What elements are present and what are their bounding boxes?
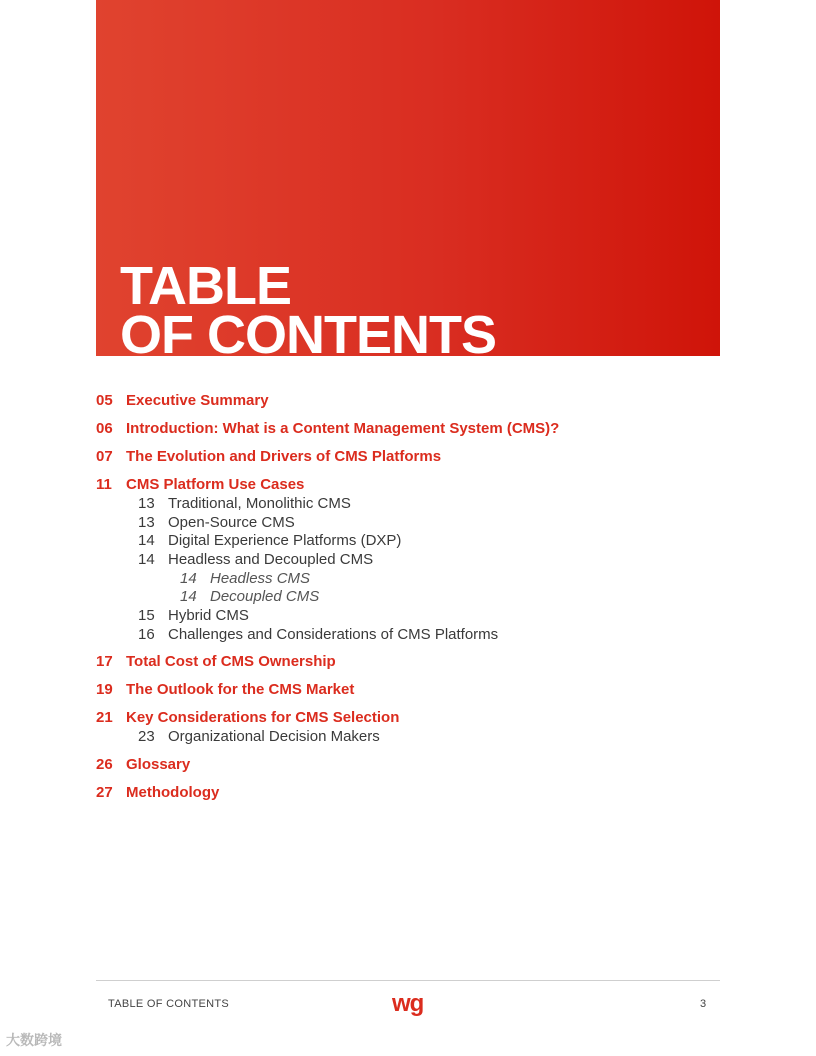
toc-subentry-title: Traditional, Monolithic CMS [168, 494, 351, 512]
toc-entry-title: Introduction: What is a Content Management System (CMS)? [126, 419, 560, 437]
toc-page-number: 11 [96, 475, 112, 493]
toc-entry-evolution[interactable] [96, 446, 720, 466]
toc-entry-title: CMS Platform Use Cases [126, 475, 305, 493]
toc-page-number: 14 [180, 569, 197, 587]
toc-entry-use-cases[interactable] [96, 474, 720, 494]
toc-entry-title: Executive Summary [126, 391, 269, 409]
table-of-contents [96, 390, 720, 802]
toc-subentry-decoupled-cms[interactable] [96, 587, 720, 606]
toc-page-number: 27 [96, 783, 113, 801]
toc-subentry-hybrid-cms[interactable] [96, 606, 720, 625]
toc-subentry-decision-makers[interactable] [96, 728, 720, 747]
toc-entry-title: The Outlook for the CMS Market [126, 681, 355, 698]
toc-subentry-headless-decoupled[interactable] [96, 550, 720, 569]
toc-subentry-title: Digital Experience Platforms (DXP) [168, 532, 402, 550]
toc-subentry-title: Decoupled CMS [210, 588, 320, 606]
toc-page-number: 05 [96, 391, 113, 409]
toc-subentry-title: Headless and Decoupled CMS [168, 550, 374, 568]
toc-page-number: 16 [138, 625, 155, 643]
hero-banner [96, 0, 720, 356]
toc-subentry-title: Organizational Decision Makers [168, 728, 380, 746]
toc-entry-title: Total Cost of CMS Ownership [126, 653, 336, 670]
toc-subentry-title: Open-Source CMS [168, 513, 295, 531]
toc-subentry-title: Headless CMS [210, 569, 311, 587]
toc-subentry-title: Hybrid CMS [168, 606, 249, 624]
footer-divider [96, 980, 720, 981]
toc-page-number: 15 [138, 606, 155, 624]
toc-page-number: 23 [138, 728, 155, 746]
footer-section-label: TABLE OF CONTENTS [108, 998, 230, 1010]
toc-entry-title: Glossary [126, 755, 191, 773]
toc-page-number: 17 [96, 653, 113, 670]
toc-entry-glossary[interactable] [96, 754, 720, 774]
toc-page-number: 14 [180, 588, 197, 606]
toc-page-number: 19 [96, 681, 113, 698]
toc-subentry-title: Challenges and Considerations of CMS Platforms [168, 625, 499, 643]
toc-entry-title: Key Considerations for CMS Selection [126, 709, 400, 726]
toc-entry-title: Methodology [126, 783, 220, 801]
toc-page-number: 07 [96, 447, 113, 465]
toc-entry-executive-summary[interactable] [96, 390, 720, 410]
page-title [120, 256, 496, 356]
toc-entry-key-considerations[interactable] [96, 708, 720, 728]
page-title-line-2: OF CONTENTS [120, 305, 496, 356]
toc-page-number: 14 [138, 550, 155, 568]
watermark: 大数跨境 [6, 1032, 62, 1048]
toc-subentry-challenges[interactable] [96, 625, 720, 644]
footer-page-number: 3 [700, 998, 707, 1010]
toc-subentry-headless-cms[interactable] [96, 569, 720, 588]
toc-page-number: 21 [96, 709, 113, 726]
toc-entry-introduction[interactable] [96, 418, 720, 438]
page-title-line-1: TABLE [120, 256, 291, 316]
toc-subentry-open-source-cms[interactable] [96, 513, 720, 532]
toc-page-number: 14 [138, 532, 155, 550]
brand-logo: wg [392, 990, 424, 1017]
toc-subentry-traditional-cms[interactable] [96, 494, 720, 513]
toc-entry-title: The Evolution and Drivers of CMS Platforms [126, 447, 442, 465]
toc-subentry-dxp[interactable] [96, 531, 720, 550]
toc-page-number: 13 [138, 494, 155, 512]
toc-entry-methodology[interactable] [96, 782, 720, 802]
toc-entry-outlook[interactable] [96, 680, 720, 700]
toc-page-number: 26 [96, 755, 113, 773]
toc-page-number: 13 [138, 513, 155, 531]
toc-page-number: 06 [96, 419, 113, 437]
toc-entry-total-cost[interactable] [96, 652, 720, 672]
